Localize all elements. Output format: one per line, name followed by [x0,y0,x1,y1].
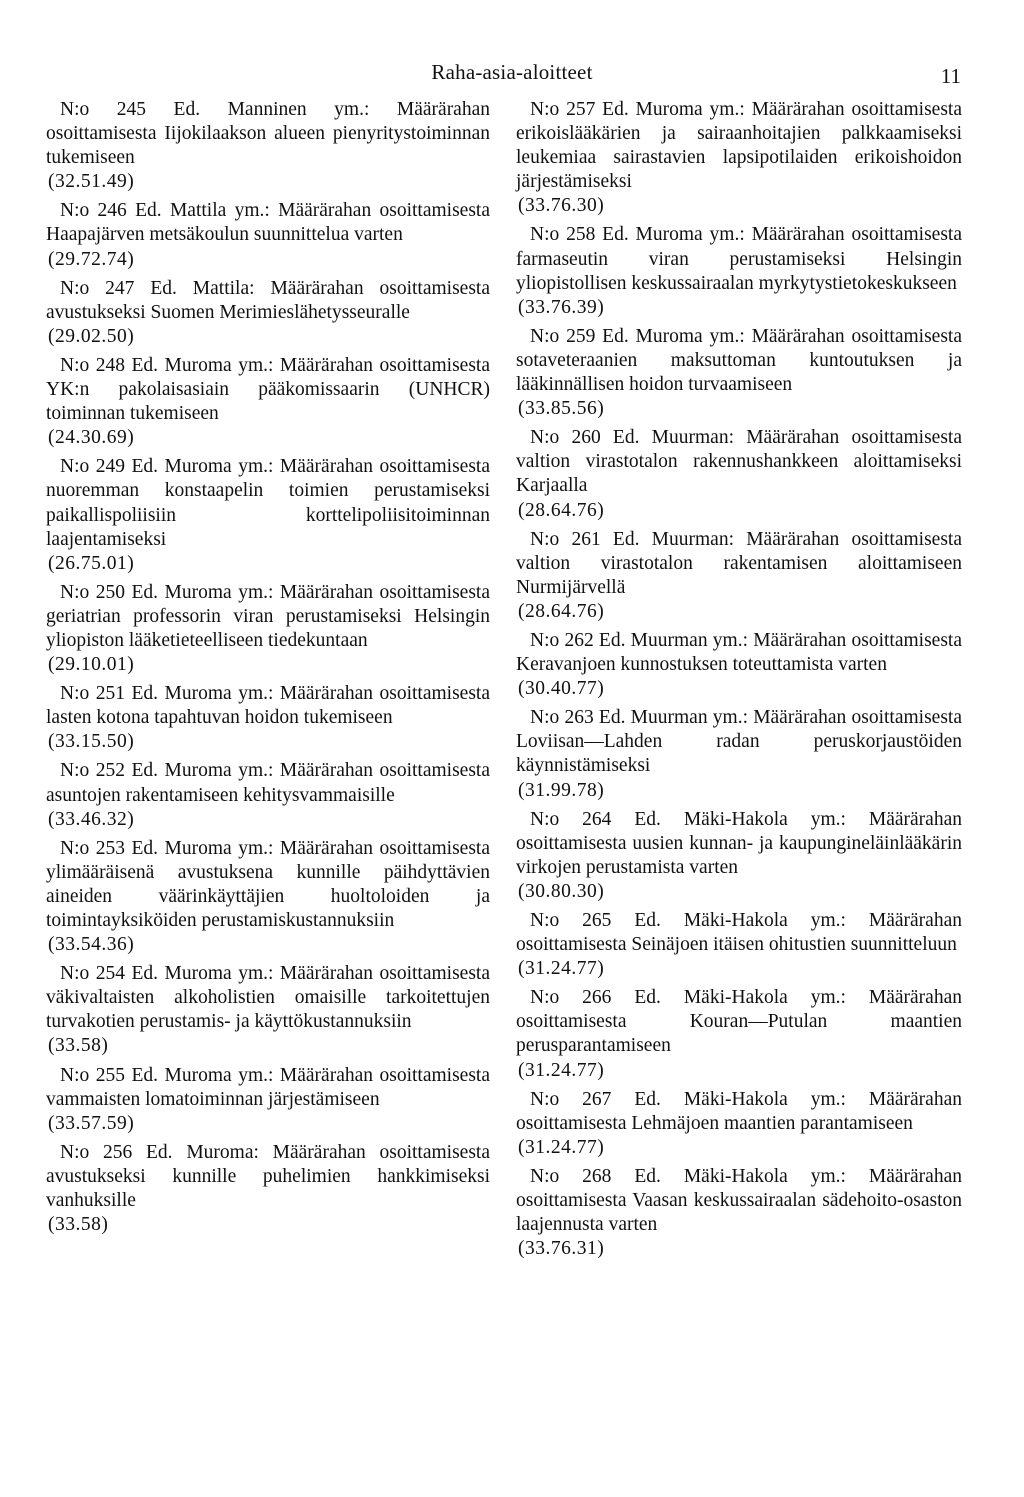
budget-code: (33.85.56) [518,398,605,420]
left-column [46,98,490,1242]
budget-code: (33.76.30) [518,195,605,217]
motion-text: N:o 259 Ed. Muroma ym.: Määrärahan osoittamisesta sotaveteraanien maksuttoman kuntoutuksen ja lääkinnällisen hoidon turvaamiseen [516,325,962,396]
budget-code: (33.15.50) [48,731,135,753]
motion-text: N:o 261 Ed. Muurman: Määrärahan osoittamisesta valtion virastotalon rakentamisen aloittamiseen Nurmijärvellä [516,528,962,598]
motion-text: N:o 247 Ed. Mattila: Määrärahan osoittamisesta avustukseksi Suomen Merimieslähetysseuralle [46,277,490,323]
motion-entry [46,199,490,271]
motion-text: N:o 248 Ed. Muroma ym.: Määrärahan osoittamisesta YK:n pakolaisasiain pääkomissaarin (UNHCR) toiminnan tukemiseen [46,354,490,425]
budget-code: (24.30.69) [48,427,135,449]
running-title: Raha-asia-aloitteet [431,60,593,84]
motion-text: N:o 250 Ed. Muroma ym.: Määrärahan osoittamisesta geriatrian professorin viran perustamiseksi Helsingin yliopiston lääketieteelliseen tiedekuntaan [46,581,490,651]
motion-entry [516,629,962,701]
motion-text: N:o 253 Ed. Muroma ym.: Määrärahan osoittamisesta ylimääräisenä avustuksena kunnille päihdyttävien aineiden väärinkäyttäjien huoltoloiden ja toimintayksiköiden perustamiskustannuksiin [46,837,490,931]
budget-code: (33.54.36) [48,934,135,956]
budget-code: (33.57.59) [48,1112,135,1134]
motion-text: N:o 246 Ed. Mattila ym.: Määrärahan osoittamisesta Haapajärven metsäkoulun suunnittelua varten [46,200,490,246]
budget-code: (31.24.77) [518,1136,605,1158]
motion-text: N:o 258 Ed. Muroma ym.: Määrärahan osoittamisesta farmaseutin viran perustamiseksi Helsingin yliopistollisen keskussairaalan myrkytystietokeskukseen [516,224,962,294]
budget-code: (29.72.74) [48,248,135,270]
motion-text: N:o 260 Ed. Muurman: Määrärahan osoittamisesta valtion virastotalon rakennushankkeen aloittamiseksi Karjaalla [516,427,962,497]
motion-text: N:o 267 Ed. Mäki-Hakola ym.: Määrärahan osoittamisesta Lehmäjoen maantien parantamiseen [516,1088,962,1134]
motion-text: N:o 255 Ed. Muroma ym.: Määrärahan osoittamisesta vammaisten lomatoiminnan järjestämiseen [46,1064,490,1110]
motion-text: N:o 256 Ed. Muroma: Määrärahan osoittamisesta avustukseksi kunnille puhelimien hankkimiseksi vanhuksille [46,1141,490,1212]
motion-entry [516,808,962,904]
budget-code: (28.64.76) [518,499,605,521]
motion-entry [516,528,962,624]
motion-entry [516,325,962,421]
budget-code: (26.75.01) [48,552,135,574]
motion-entry [46,277,490,349]
budget-code: (33.58) [48,1035,109,1057]
motion-entry [46,455,490,575]
motion-text: N:o 257 Ed. Muroma ym.: Määrärahan osoittamisesta erikoislääkärien ja sairaanhoitajien palkkaamiseksi leukemiaa sairastavien lapsipotilaiden erikoishoidon järjestämiseksi [516,99,962,193]
motion-entry [516,98,962,218]
budget-code: (33.46.32) [48,808,135,830]
motion-entry [46,1064,490,1136]
budget-code: (29.10.01) [48,654,135,676]
motion-entry [516,909,962,981]
motion-entry [516,1088,962,1160]
motion-entry [516,1165,962,1261]
motion-entry [46,682,490,754]
motion-entry [46,98,490,194]
budget-code: (31.24.77) [518,958,605,980]
motion-entry [46,759,490,831]
motion-entry [516,426,962,522]
motion-entry [46,581,490,677]
right-column [516,98,962,1266]
motion-text: N:o 266 Ed. Mäki-Hakola ym.: Määrärahan osoittamisesta Kouran—Putulan maantien perusparantamiseen [516,987,962,1057]
motion-text: N:o 268 Ed. Mäki-Hakola ym.: Määrärahan osoittamisesta Vaasan keskussairaalan sädehoito-osaston laajennusta varten [516,1165,962,1236]
budget-code: (32.51.49) [48,171,135,193]
motion-text: N:o 264 Ed. Mäki-Hakola ym.: Määrärahan osoittamisesta uusien kunnan- ja kaupungineläinlääkärin virkojen perustamista varten [516,808,962,878]
page-number: 11 [940,64,961,88]
budget-code: (30.80.30) [518,880,605,902]
motion-text: N:o 252 Ed. Muroma ym.: Määrärahan osoittamisesta asuntojen rakentamiseen kehitysvammaisille [46,760,490,806]
motion-entry [46,962,490,1058]
motion-text: N:o 254 Ed. Muroma ym.: Määrärahan osoittamisesta väkivaltaisten alkoholistien omaisille tarkoitettujen turvakotien perustamis- ja käyttökustannuksiin [46,963,490,1033]
budget-code: (33.76.31) [518,1238,605,1260]
motion-text: N:o 245 Ed. Manninen ym.: Määrärahan osoittamisesta Iijokilaakson alueen pienyritystoiminnan tukemiseen [46,99,490,169]
motion-text: N:o 265 Ed. Mäki-Hakola ym.: Määrärahan osoittamisesta Seinäjoen itäisen ohitustien suunnitteluun [516,910,962,956]
motion-text: N:o 249 Ed. Muroma ym.: Määrärahan osoittamisesta nuoremman konstaapelin toimien perustamiseksi paikallispoliisiin korttelipoliisitoiminnan laajentamiseksi [46,456,490,550]
budget-code: (30.40.77) [518,678,605,700]
motion-entry [46,837,490,957]
budget-code: (33.76.39) [518,296,605,318]
motion-entry [46,354,490,450]
motion-text: N:o 263 Ed. Muurman ym.: Määrärahan osoittamisesta Loviisan—Lahden radan peruskorjaustöiden käynnistämiseksi [516,707,962,777]
budget-code: (29.02.50) [48,325,135,347]
motion-entry [516,986,962,1082]
motion-text: N:o 262 Ed. Muurman ym.: Määrärahan osoittamisesta Keravanjoen kunnostuksen toteuttamista varten [516,629,962,676]
budget-code: (28.64.76) [518,600,605,622]
motion-text: N:o 251 Ed. Muroma ym.: Määrärahan osoittamisesta lasten kotona tapahtuvan hoidon tukemiseen [46,683,490,729]
motion-entry [516,223,962,319]
budget-code: (31.24.77) [518,1059,605,1081]
page-header [0,60,1024,90]
motion-entry [516,706,962,802]
budget-code: (33.58) [48,1214,109,1236]
budget-code: (31.99.78) [518,779,605,801]
motion-entry [46,1141,490,1237]
